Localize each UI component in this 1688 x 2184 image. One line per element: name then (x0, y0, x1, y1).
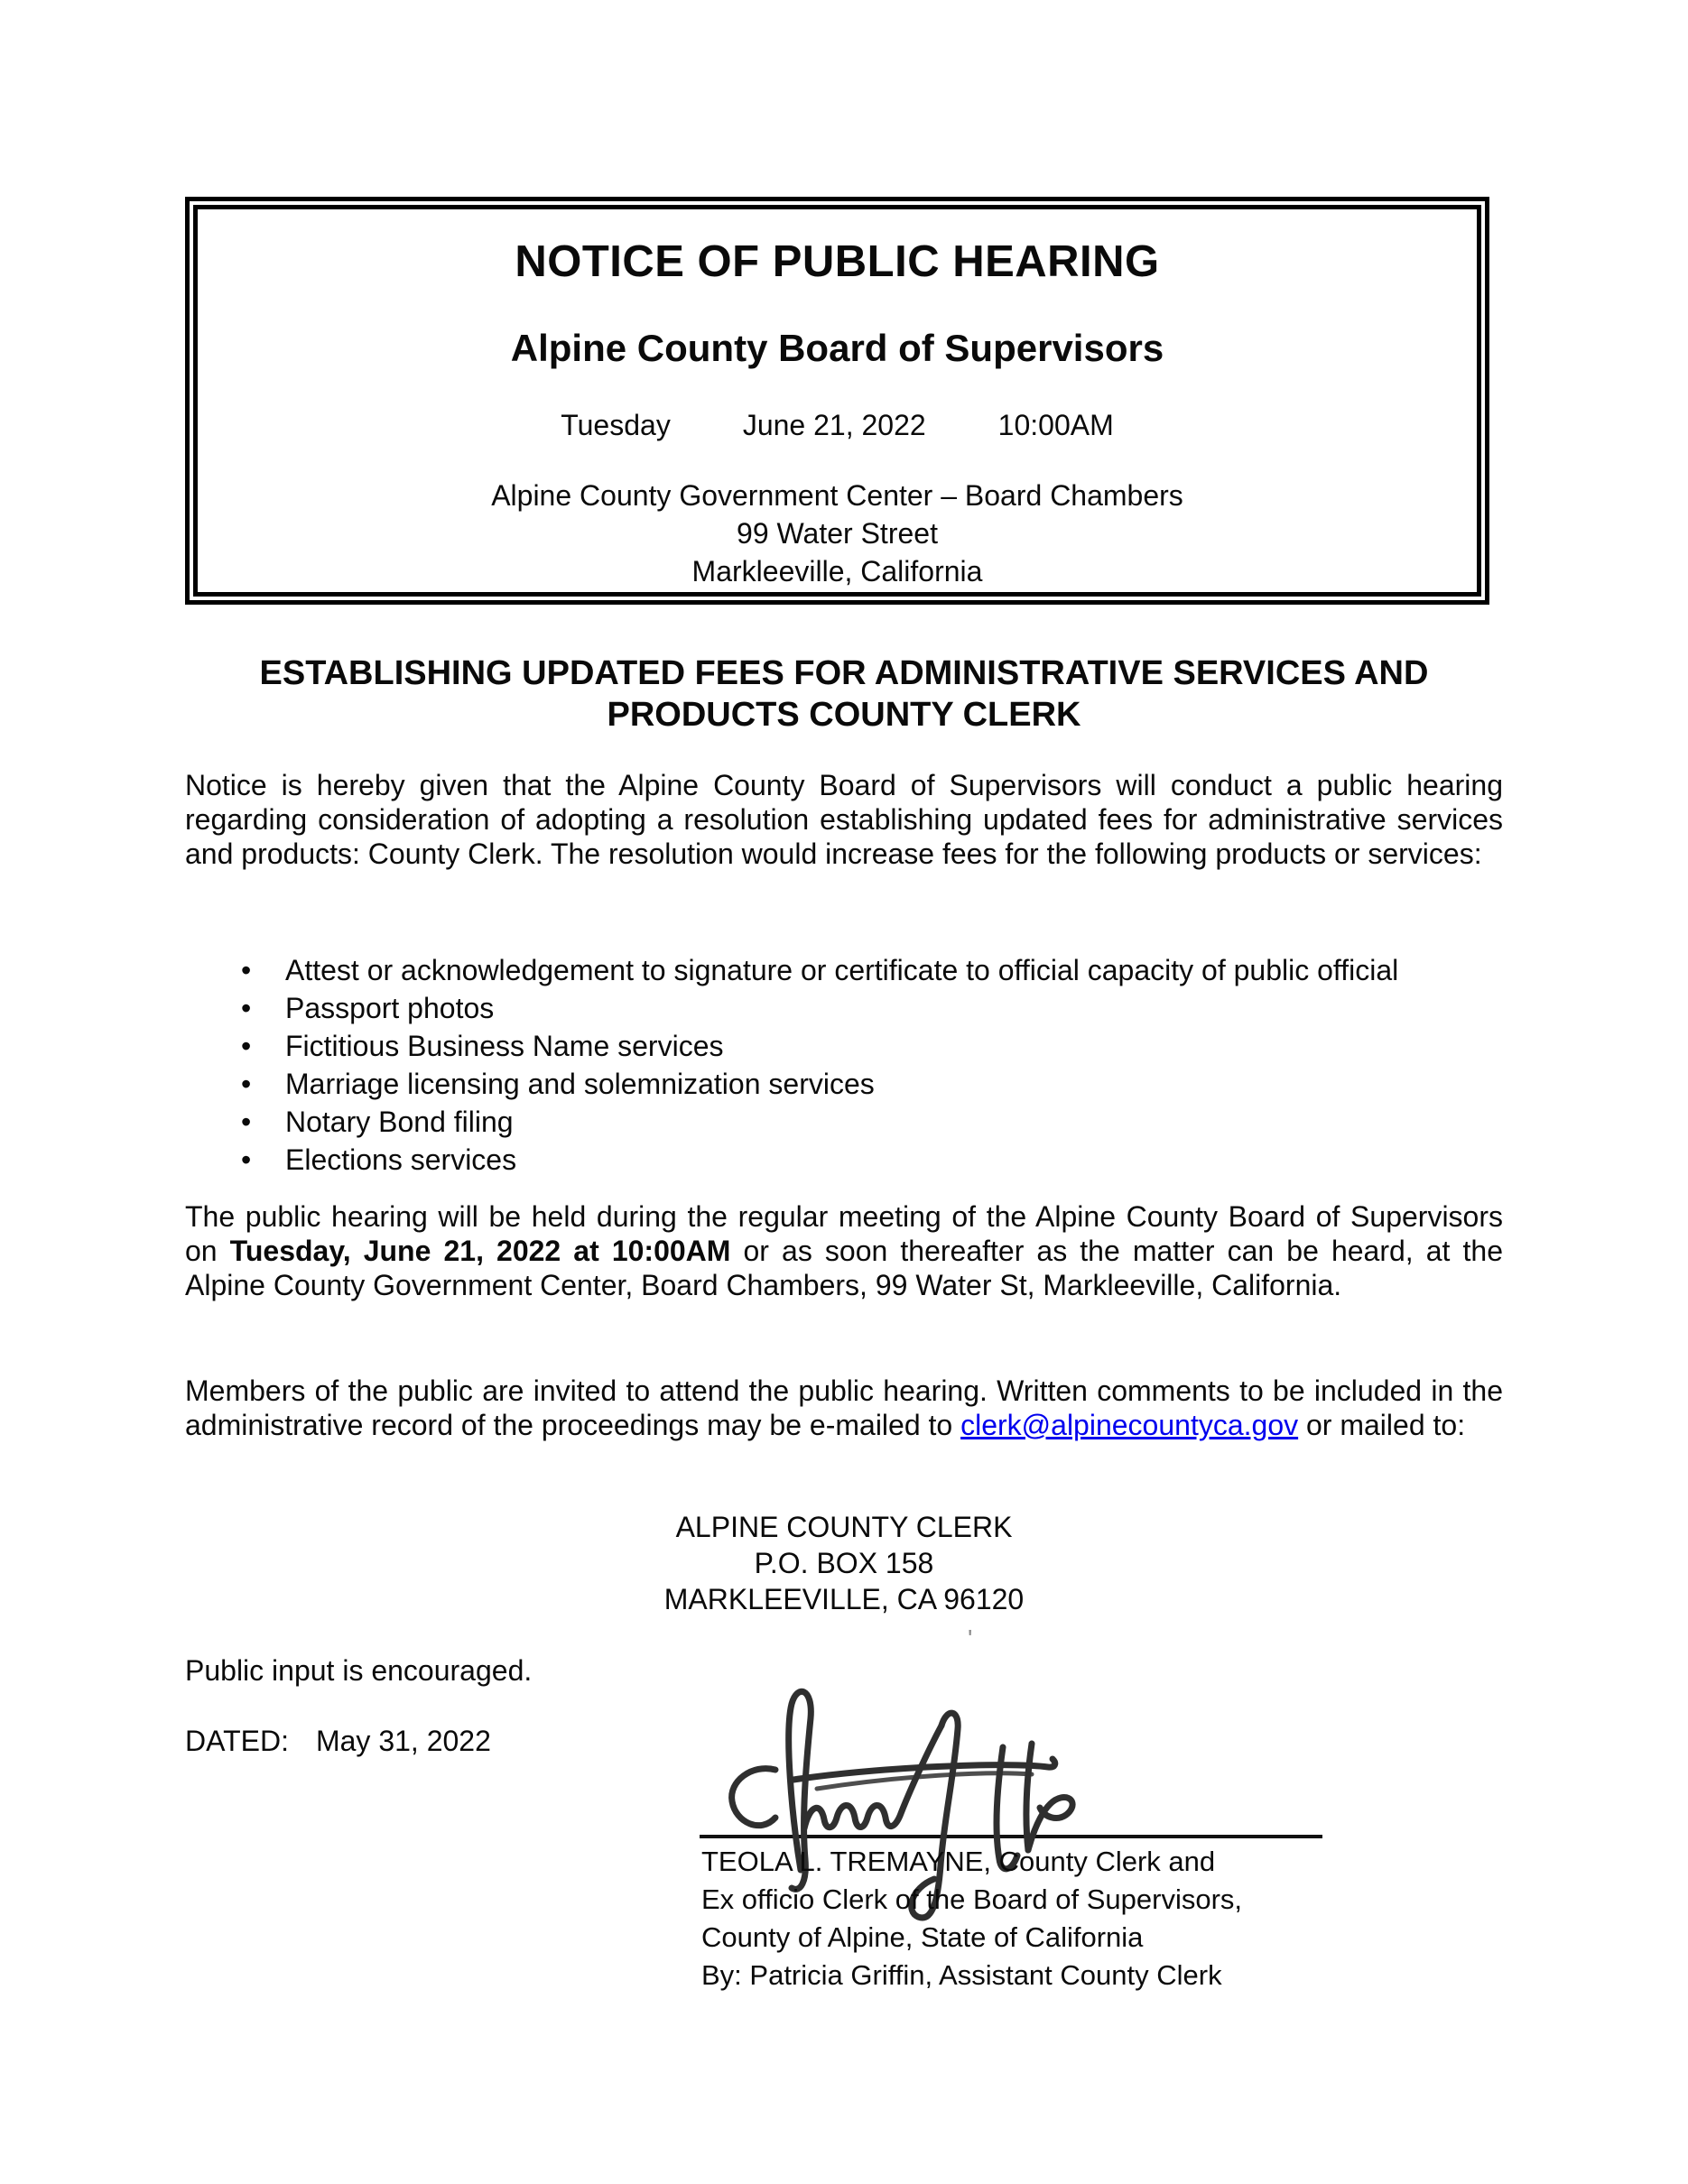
notice-header-box (185, 197, 1489, 605)
venue-line: Alpine County Government Center – Board Chambers (491, 479, 1183, 512)
scan-speck-mark: ' (968, 1624, 973, 1652)
hearing-date: June 21, 2022 (742, 409, 926, 441)
address-line: MARKLEEVILLE, CA 96120 (663, 1583, 1025, 1615)
signature-text-block (701, 1843, 1405, 1994)
hearing-text-before: The public hearing will be held during the regular meeting of the Alpine County Board of Supervisors on (185, 1200, 1503, 1267)
list-item: • Marriage licensing and solemnization services (185, 1067, 1503, 1101)
comments-text-after: or mailed to: (1298, 1409, 1466, 1441)
mailing-address-block (185, 1509, 1503, 1617)
address-line: ALPINE COUNTY CLERK (675, 1511, 1013, 1543)
list-item: • Attest or acknowledgement to signature or certificate to official capacity of public official (185, 953, 1503, 987)
hearing-date-row (198, 408, 1477, 442)
services-bullet-list (185, 953, 1503, 1180)
list-item: • Passport photos (185, 991, 1503, 1025)
section-heading: ESTABLISHING UPDATED FEES FOR ADMINISTRATIVE SERVICES AND PRODUCTS COUNTY CLERK (259, 654, 1429, 734)
page-title: NOTICE OF PUBLIC HEARING (515, 237, 1160, 286)
public-input-line: Public input is encouraged. (185, 1654, 533, 1687)
comments-paragraph (185, 1374, 1503, 1442)
dated-value: May 31, 2022 (315, 1725, 491, 1757)
board-subtitle: Alpine County Board of Supervisors (510, 327, 1164, 369)
signatory-title-line: Ex officio Clerk of the Board of Supervisors, (701, 1883, 1243, 1915)
hearing-time: 10:00AM (997, 409, 1114, 441)
dated-label: DATED: (185, 1725, 289, 1757)
signatory-by-line: By: Patricia Griffin, Assistant County Clerk (701, 1959, 1222, 1991)
signatory-county-line: County of Alpine, State of California (701, 1921, 1144, 1953)
address-line: P.O. BOX 158 (754, 1547, 934, 1579)
clerk-email-link[interactable]: clerk@alpinecountyca.gov (960, 1409, 1299, 1441)
venue-line: 99 Water Street (737, 517, 938, 550)
intro-paragraph: Notice is hereby given that the Alpine County Board of Supervisors will conduct a public hearing regarding consideration of adopting a resolution establishing updated fees for administrative services and products: County Clerk. The resolution would increase fees for the following products or services: (185, 769, 1503, 870)
list-item: • Fictitious Business Name services (185, 1029, 1503, 1063)
signature-line (700, 1835, 1322, 1838)
venue-line: Markleeville, California (691, 555, 983, 588)
comments-text-before: Members of the public are invited to attend the public hearing. Written comments to be included in the administrative record of the proceedings may be e-mailed to (185, 1374, 1503, 1441)
notice-header-box-inner (193, 205, 1481, 597)
signatory-name-line: TEOLA L. TREMAYNE, County Clerk and (701, 1846, 1216, 1877)
list-item: • Notary Bond filing (185, 1105, 1503, 1139)
dated-line (185, 1724, 491, 1758)
venue-block (198, 477, 1477, 590)
list-item: • Elections services (185, 1143, 1503, 1177)
hearing-paragraph (185, 1199, 1503, 1302)
hearing-datetime-bold: Tuesday, June 21, 2022 at 10:00AM (229, 1235, 731, 1267)
hearing-text-after: or as soon thereafter as the matter can be heard, at the Alpine County Government Center, Board Chambers, 99 Water St, Markleeville, California. (185, 1235, 1504, 1301)
hearing-day: Tuesday (561, 409, 671, 441)
